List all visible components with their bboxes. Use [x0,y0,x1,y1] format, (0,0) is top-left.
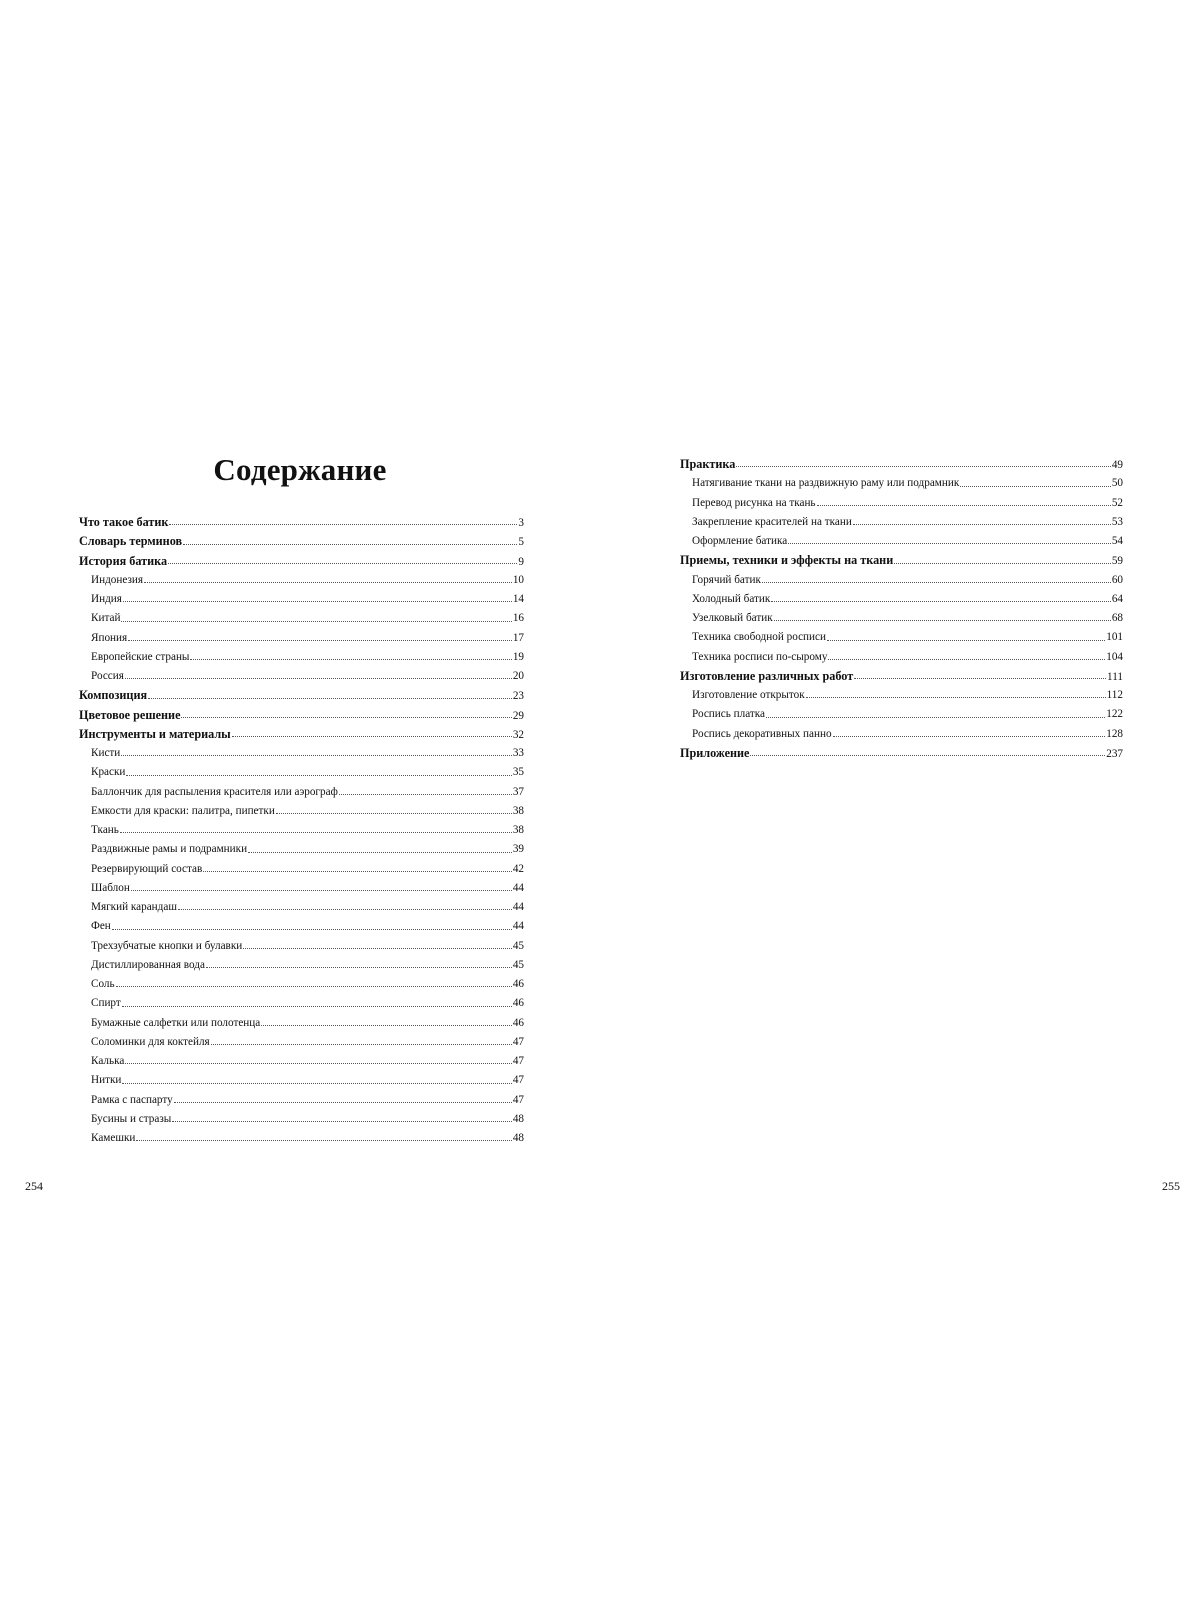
toc-entry-title: Камешки [91,1132,136,1144]
toc-section-entry [79,898,524,917]
toc-chapter-entry [79,532,524,551]
toc-entry-title: Перевод рисунка на ткань [692,496,816,509]
toc-section-entry [680,609,1123,628]
toc-entry-title: Изготовление открыток [692,689,805,701]
dot-leader [854,678,1106,679]
toc-section-entry [680,628,1123,647]
toc-entry-title: Соль [91,978,115,990]
table-of-contents-right [680,455,1123,763]
dot-leader [853,524,1111,525]
toc-section-entry [79,783,524,802]
dot-leader [243,948,512,949]
toc-section-entry [79,821,524,840]
toc-entry-page-number: 54 [1111,535,1123,547]
dot-leader [774,620,1111,621]
dot-leader [120,832,512,833]
dot-leader [806,697,1106,698]
toc-entry-title: Емкости для краски: палитра, пипетки [91,804,275,817]
toc-entry-page-number: 48 [512,1132,524,1144]
toc-section-entry [79,1091,524,1110]
dot-leader [168,563,517,564]
dot-leader [136,1140,511,1141]
dot-leader [148,698,512,699]
toc-entry-title: Раздвижные рамы и подрамники [91,843,248,856]
toc-entry-page-number: 68 [1111,612,1123,624]
toc-section-entry [680,686,1123,705]
dot-leader [276,813,512,814]
toc-entry-page-number: 101 [1106,631,1123,644]
toc-section-entry [79,763,524,782]
toc-entry-page-number: 20 [512,670,524,682]
toc-entry-page-number: 37 [512,785,524,798]
toc-entry-page-number: 5 [518,536,524,549]
toc-entry-page-number: 39 [512,843,524,856]
toc-chapter-entry [79,725,524,744]
toc-chapter-entry [680,744,1123,763]
toc-entry-title: Фен [91,920,111,933]
toc-section-entry [79,917,524,936]
dot-leader [833,736,1106,737]
dot-leader [126,775,511,776]
dot-leader [817,505,1111,506]
toc-entry-page-number: 9 [518,555,524,568]
toc-entry-page-number: 46 [512,997,524,1010]
toc-entry-page-number: 3 [518,517,524,529]
toc-entry-page-number: 52 [1111,496,1123,509]
toc-section-entry [79,590,524,609]
toc-entry-page-number: 17 [512,631,524,644]
toc-entry-title: Индонезия [91,573,143,586]
toc-entry-page-number: 42 [512,862,524,875]
toc-section-entry [79,609,524,628]
toc-entry-page-number: 46 [512,978,524,990]
toc-section-entry [79,744,524,763]
toc-entry-page-number: 60 [1111,573,1123,586]
toc-entry-title: Инструменты и материалы [79,726,231,741]
dot-leader [788,543,1111,544]
toc-entry-title: Приемы, техники и эффекты на ткани [680,553,894,568]
toc-section-entry [680,648,1123,667]
toc-entry-page-number: 45 [512,939,524,952]
toc-entry-title: Цветовое решение [79,707,181,722]
toc-entry-title: Ткань [91,824,119,836]
toc-entry-title: Бумажные салфетки или полотенца [91,1016,261,1029]
toc-chapter-entry [680,455,1123,474]
toc-entry-title: Словарь терминов [79,534,183,549]
toc-section-entry [79,956,524,975]
toc-section-entry [79,1052,524,1071]
toc-section-entry [79,571,524,590]
dot-leader [123,601,512,602]
toc-entry-title: Холодный батик [692,592,771,605]
toc-entry-page-number: 14 [512,593,524,605]
table-of-contents-left [79,513,524,1148]
dot-leader [144,582,512,583]
toc-section-entry [680,725,1123,744]
toc-chapter-entry [79,552,524,571]
toc-section-entry [79,629,524,648]
toc-entry-title: Практика [680,457,736,471]
toc-entry-title: Спирт [91,997,121,1010]
toc-entry-page-number: 47 [512,1055,524,1067]
toc-section-entry [680,513,1123,532]
toc-entry-page-number: 44 [512,920,524,933]
dot-leader [960,486,1111,487]
dot-leader [750,755,1105,756]
toc-entry-title: Трехзубчатые кнопки и булавки [91,939,243,952]
toc-chapter-entry [79,513,524,532]
toc-section-entry [680,474,1123,493]
dot-leader [203,871,512,872]
toc-entry-page-number: 38 [512,824,524,836]
toc-entry-page-number: 48 [512,1112,524,1125]
toc-entry-title: Композиция [79,688,148,703]
toc-entry-title: Оформление батика [692,535,788,547]
toc-section-entry [79,667,524,686]
dot-leader [190,659,511,660]
dot-leader [172,1121,512,1122]
toc-entry-title: Рамка с паспарту [91,1093,173,1106]
toc-entry-title: Европейские страны [91,650,190,663]
toc-entry-title: Техника росписи по-сырому [692,650,828,663]
page-number-left: 254 [25,1179,43,1193]
toc-section-entry [680,532,1123,551]
toc-entry-title: Резервирующий состав [91,862,203,875]
toc-entry-title: Натягивание ткани на раздвижную раму или подрамник [692,477,960,490]
toc-entry-page-number: 237 [1106,747,1123,760]
toc-entry-title: Мягкий карандаш [91,901,177,913]
dot-leader [128,640,512,641]
page-number-right: 255 [1162,1179,1180,1193]
dot-leader [125,678,512,679]
dot-leader [121,755,512,756]
dot-leader [828,659,1105,660]
dot-leader [174,1102,512,1103]
toc-entry-title: Соломинки для коктейля [91,1035,210,1048]
dot-leader [211,1044,512,1045]
toc-entry-title: История батика [79,553,168,568]
toc-section-entry [79,1110,524,1129]
dot-leader [736,466,1110,467]
right-page [600,0,1200,1600]
toc-entry-page-number: 53 [1111,515,1123,528]
toc-entry-title: Что такое батик [79,515,169,529]
dot-leader [762,582,1111,583]
toc-entry-page-number: 49 [1111,459,1123,471]
dot-leader [771,601,1110,602]
toc-entry-title: Китай [91,612,121,625]
dot-leader [131,890,512,891]
toc-entry-page-number: 50 [1111,477,1123,490]
dot-leader [112,929,512,930]
toc-entry-page-number: 23 [512,690,524,703]
page-title: Содержание [213,452,387,487]
toc-section-entry [680,494,1123,513]
toc-entry-page-number: 44 [512,881,524,894]
toc-entry-page-number: 38 [512,804,524,817]
toc-section-entry [680,590,1123,609]
toc-entry-page-number: 47 [512,1074,524,1087]
dot-leader [766,717,1105,718]
toc-section-entry [79,1129,524,1148]
dot-leader [122,1006,512,1007]
toc-entry-page-number: 46 [512,1016,524,1029]
toc-entry-page-number: 35 [512,766,524,779]
toc-entry-page-number: 111 [1107,670,1123,683]
toc-entry-title: Приложение [680,745,750,760]
dot-leader [183,544,517,545]
toc-section-entry [79,802,524,821]
toc-section-entry [79,994,524,1013]
toc-entry-title: Закрепление красителей на ткани [692,515,852,528]
dot-leader [121,621,511,622]
toc-entry-page-number: 59 [1111,555,1123,568]
toc-entry-title: Краски [91,766,126,779]
toc-section-entry [79,1014,524,1033]
toc-entry-title: Дистиллированная вода [91,958,205,971]
dot-leader [178,909,512,910]
toc-entry-title: Россия [91,670,124,682]
toc-section-entry [79,860,524,879]
dot-leader [122,1083,511,1084]
toc-entry-title: Нитки [91,1074,122,1087]
dot-leader [232,736,512,737]
toc-entry-page-number: 64 [1111,592,1123,605]
toc-section-entry [79,1033,524,1052]
toc-entry-page-number: 104 [1106,650,1123,663]
toc-entry-title: Япония [91,631,128,644]
toc-chapter-entry [680,551,1123,570]
toc-entry-page-number: 47 [512,1093,524,1106]
toc-entry-title: Кисти [91,747,121,759]
toc-chapter-entry [680,667,1123,686]
toc-entry-title: Изготовление различных работ [680,668,854,683]
toc-entry-title: Шаблон [91,881,130,894]
toc-entry-title: Горячий батик [692,573,761,586]
dot-leader [339,794,512,795]
toc-section-entry [79,648,524,667]
toc-entry-title: Узелковый батик [692,612,773,624]
toc-section-entry [79,1071,524,1090]
toc-entry-title: Баллончик для распыления красителя или аэрограф [91,785,338,798]
toc-section-entry [79,937,524,956]
toc-entry-page-number: 10 [512,573,524,586]
toc-chapter-entry [79,706,524,725]
dot-leader [116,986,512,987]
toc-entry-page-number: 112 [1106,689,1123,701]
toc-entry-page-number: 47 [512,1035,524,1048]
dot-leader [181,717,511,718]
dot-leader [206,967,512,968]
dot-leader [125,1063,512,1064]
toc-entry-page-number: 45 [512,958,524,971]
dot-leader [169,524,517,525]
toc-section-entry [680,571,1123,590]
toc-entry-page-number: 32 [512,728,524,741]
toc-entry-page-number: 122 [1106,708,1123,721]
dot-leader [261,1025,512,1026]
toc-entry-page-number: 19 [512,650,524,663]
toc-section-entry [79,975,524,994]
toc-entry-page-number: 29 [512,709,524,722]
toc-entry-page-number: 33 [512,747,524,759]
dot-leader [248,852,512,853]
toc-entry-page-number: 16 [512,612,524,625]
dot-leader [827,640,1105,641]
toc-section-entry [79,840,524,859]
toc-entry-title: Индия [91,593,122,605]
toc-entry-title: Бусины и стразы [91,1112,172,1125]
toc-section-entry [680,705,1123,724]
toc-entry-title: Роспись декоративных панно [692,727,832,740]
toc-entry-title: Техника свободной росписи [692,631,826,644]
toc-entry-page-number: 44 [512,901,524,913]
toc-entry-title: Роспись платка [692,708,765,721]
dot-leader [894,563,1111,564]
toc-entry-page-number: 128 [1106,727,1123,740]
toc-section-entry [79,879,524,898]
toc-entry-title: Калька [91,1055,125,1067]
toc-chapter-entry [79,686,524,705]
